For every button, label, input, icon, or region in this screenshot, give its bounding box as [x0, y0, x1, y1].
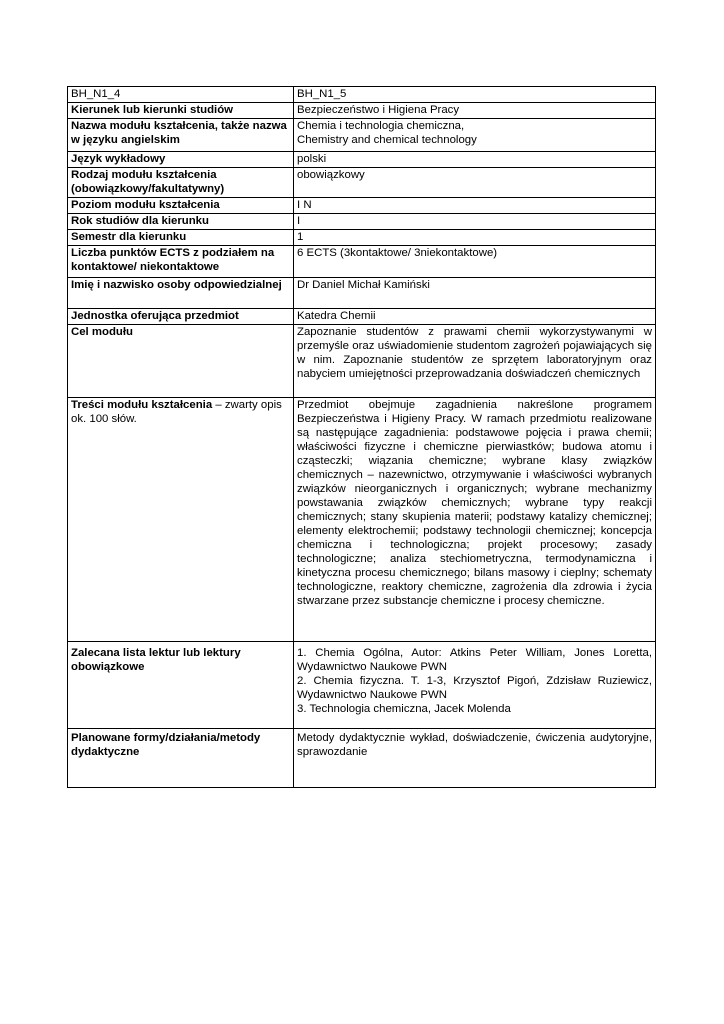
- label-kierunek: Kierunek lub kierunki studiów: [68, 103, 294, 119]
- label-ects: Liczba punktów ECTS z podziałem na kontaktowe/ niekontaktowe: [68, 246, 294, 278]
- reading-item-number: 3.: [297, 703, 307, 715]
- value-kierunek: Bezpieczeństwo i Higiena Pracy: [294, 103, 656, 119]
- reading-item-text: Chemia fizyczna. T. 1-3, Krzysztof Pigoń, Zdzisław Ruziewicz, Wydawnictwo Naukowe PWN: [297, 675, 652, 701]
- value-jezyk: polski: [294, 152, 656, 168]
- header-code-left: BH_N1_4: [68, 87, 294, 103]
- label-lektury: Zalecana lista lektur lub lektury obowiązkowe: [68, 642, 294, 729]
- label-tresci-rest: – zwarty opis ok. 100 słów.: [71, 399, 282, 425]
- reading-item: [297, 674, 652, 702]
- row-cel: [68, 325, 656, 398]
- row-lektury: [68, 642, 656, 729]
- reading-item: [297, 646, 652, 674]
- value-rodzaj: obowiązkowy: [294, 168, 656, 198]
- label-nazwa-modulu: Nazwa modułu kształcenia, także nazwa w języku angielskim: [68, 119, 294, 152]
- row-rodzaj: [68, 168, 656, 198]
- reading-item: [297, 702, 652, 716]
- value-nazwa-modulu: [294, 119, 656, 152]
- value-ects: 6 ECTS (3kontaktowe/ 3niekontaktowe): [294, 246, 656, 278]
- value-nazwa-pl: Chemia i technologia chemiczna,: [297, 120, 465, 132]
- reading-item-text: Chemia Ogólna, Autor: Atkins Peter William, Jones Loretta, Wydawnictwo Naukowe PWN: [297, 647, 652, 673]
- value-metody: Metody dydaktycznie wykład, doświadczenie, ćwiczenia audytoryjne, sprawozdanie: [294, 729, 656, 788]
- value-semestr: 1: [294, 230, 656, 246]
- reading-item-number: 2.: [297, 675, 307, 687]
- module-description-table: [67, 86, 656, 788]
- value-jednostka: Katedra Chemii: [294, 309, 656, 325]
- row-tresci: [68, 398, 656, 642]
- row-jezyk: [68, 152, 656, 168]
- reading-list: [297, 646, 652, 716]
- row-ects: [68, 246, 656, 278]
- value-osoba: Dr Daniel Michał Kamiński: [294, 278, 656, 309]
- label-rok: Rok studiów dla kierunku: [68, 214, 294, 230]
- value-nazwa-en: Chemistry and chemical technology: [297, 134, 477, 146]
- label-semestr: Semestr dla kierunku: [68, 230, 294, 246]
- value-lektury: [294, 642, 656, 729]
- label-osoba: Imię i nazwisko osoby odpowiedzialnej: [68, 278, 294, 309]
- label-cel: Cel modułu: [68, 325, 294, 398]
- row-jednostka: [68, 309, 656, 325]
- label-jednostka: Jednostka oferująca przedmiot: [68, 309, 294, 325]
- value-cel: Zapoznanie studentów z prawami chemii wykorzystywanymi w przemyśle oraz uświadomienie studentom zagrożeń pojawiających się w nim. Zapoznanie studentów ze sprzętem laboratoryjnym oraz nabyciem umiejętności przeprowadzania doświadczeń chemicznych: [294, 325, 656, 398]
- row-semestr: [68, 230, 656, 246]
- label-poziom: Poziom modułu kształcenia: [68, 198, 294, 214]
- label-tresci: [68, 398, 294, 642]
- row-poziom: [68, 198, 656, 214]
- row-kierunek: [68, 103, 656, 119]
- row-osoba: [68, 278, 656, 309]
- label-metody: Planowane formy/działania/metody dydaktyczne: [68, 729, 294, 788]
- value-tresci: Przedmiot obejmuje zagadnienia nakreślone programem Bezpieczeństwa i Higieny Pracy. W ramach przedmiotu realizowane są następujące zagadnienia: podstawowe pojęcia i prawa chemii; właściwości fizyczne i chemiczne pierwiastków; budowa atomu i cząsteczki; wiązania chemiczne; wybrane klasy związków chemicznych – nazewnictwo, otrzymywanie i właściwości wybranych związków nieorganicznych i organicznych; wybrane mechanizmy powstawania związków chemicznych; wybrane typy reakcji chemicznych; stany skupienia materii; podstawy katalizy chemicznej; elementy elektrochemii; podstawy technologii chemicznej; koncepcja chemiczna i technologiczna; projekt procesowy; zasady technologiczne; analiza stechiometryczna, termodynamiczna i kinetyczna procesu chemicznego; bilans masowy i cieplny; schematy technologiczne, reaktory chemiczne, zagrożenia dla zdrowia i życia stwarzane przez substancje chemiczne i procesy chemiczne.: [294, 398, 656, 642]
- label-tresci-bold: Treści modułu kształcenia: [71, 399, 213, 411]
- label-rodzaj: Rodzaj modułu kształcenia (obowiązkowy/fakultatywny): [68, 168, 294, 198]
- reading-item-text: Technologia chemiczna, Jacek Molenda: [309, 703, 511, 715]
- value-rok: I: [294, 214, 656, 230]
- header-row: [68, 87, 656, 103]
- row-nazwa-modulu: [68, 119, 656, 152]
- value-poziom: I N: [294, 198, 656, 214]
- row-rok: [68, 214, 656, 230]
- header-code-right: BH_N1_5: [294, 87, 656, 103]
- reading-item-number: 1.: [297, 647, 307, 659]
- label-jezyk: Język wykładowy: [68, 152, 294, 168]
- row-metody: [68, 729, 656, 788]
